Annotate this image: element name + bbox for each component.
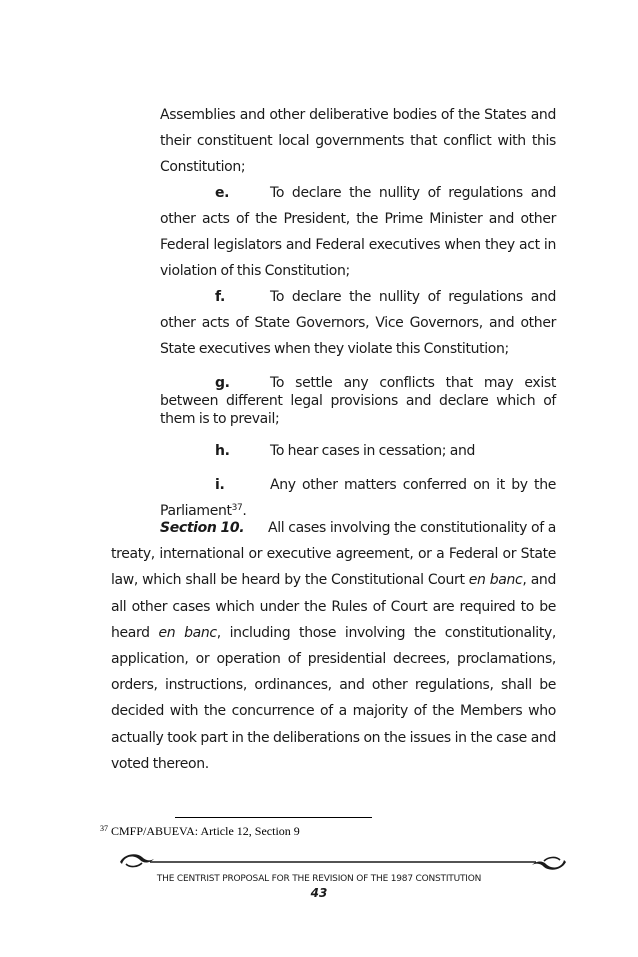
footnote-text: CMFP/ABUEVA: Article 12, Section 9: [111, 824, 300, 838]
footnote-number: 37: [100, 824, 108, 833]
item-label: e.: [215, 185, 230, 201]
footer-title: THE CENTRIST PROPOSAL FOR THE REVISION OF THE 1987 CONSTITUTION: [156, 874, 482, 884]
page-number: 43: [310, 886, 328, 900]
ornament-right-flourish: [532, 860, 566, 870]
ornament-left-flourish: [120, 854, 154, 864]
list-item-e: [160, 180, 556, 284]
section-10-paragraph: Section 10. All cases involving the constitutionality of a treaty, international or executive agreement, or a Federal or State law, which shall be heard by the Constitutional Court en banc, and all other cases which under the Rules of Court are required to be heard en banc, including those involving the constitutionality, application, or operation of presidential decrees, proclamations, orders, instructions, ordinances, and other regulations, shall be decided with the concurrence of a majority of the Members who actually took part in the deliberations on the issues in the case and voted thereon.: [111, 515, 556, 777]
section-label: Section 10.: [160, 520, 245, 536]
list-item-g: [160, 374, 556, 428]
list-item-f: [160, 284, 556, 362]
list-item-i: i. Any other matters conferred on it by the Parliament$^{37}$.: [160, 472, 556, 524]
item-text: To declare the nullity of regulations and other acts of the President, the Prime Minister and other Federal legislators and Federal executives when they act in violation of this Constitution;: [160, 185, 556, 279]
item-label: h.: [215, 443, 230, 459]
footnote-separator: [175, 817, 372, 818]
item-label: g.: [215, 375, 230, 391]
item-label: i.: [215, 477, 225, 493]
item-text: To hear cases in cessation; and: [270, 443, 476, 459]
item-text: Any other matters conferred on it by the Parliament: [160, 477, 556, 519]
list-item-h: [160, 438, 556, 464]
footnote: [100, 824, 300, 839]
continuation-paragraph: Assemblies and other deliberative bodies of the States and their constituent local governments that conflict with this Constitution;: [160, 107, 556, 175]
footer-ornament: [118, 852, 568, 872]
footnote-reference: 37: [231, 503, 243, 513]
item-label: f.: [215, 289, 225, 305]
item-text: To settle any conflicts that may exist between different legal provisions and declare which of them is to prevail;: [160, 375, 556, 427]
item-text: To declare the nullity of regulations and other acts of State Governors, Vice Governors, and other State executives when they violate this Constitution;: [160, 289, 556, 357]
